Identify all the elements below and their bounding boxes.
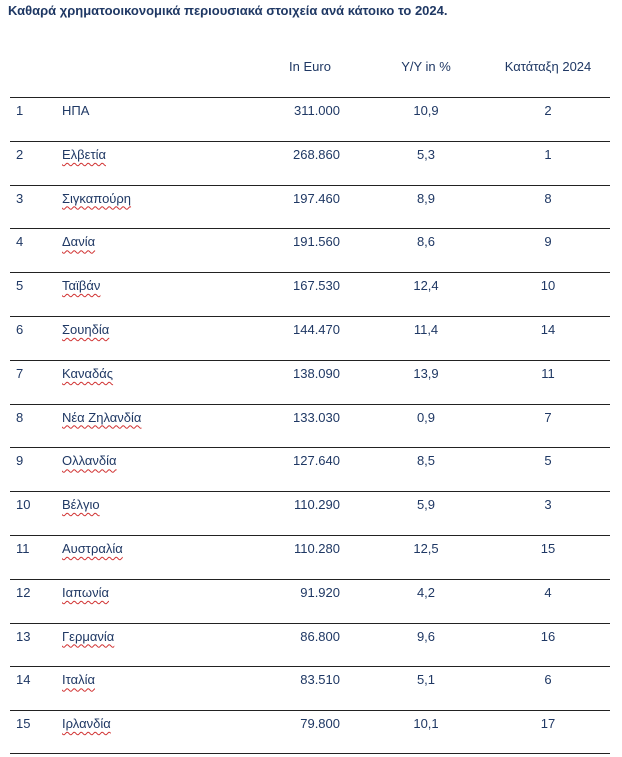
row-number: 7: [16, 365, 24, 381]
country-name: Καναδάς: [62, 365, 114, 381]
yy-value: 10,1: [413, 716, 439, 732]
column-header-yy: Y/Y in %: [401, 59, 451, 74]
data-table: [10, 97, 610, 754]
euro-value: 197.460: [293, 190, 340, 206]
table-row: [10, 97, 610, 141]
table-row: [10, 141, 610, 185]
table-row: [10, 447, 610, 491]
rank-value: 9: [544, 234, 552, 250]
euro-value: 110.280: [293, 540, 340, 556]
table-row: [10, 579, 610, 623]
rank-value: 11: [541, 365, 555, 381]
table-row: [10, 623, 610, 667]
yy-value: 12,4: [413, 278, 439, 294]
yy-value: 10,9: [413, 103, 439, 118]
row-number: 15: [16, 716, 31, 732]
yy-value: 11,4: [413, 321, 439, 337]
page-title: Καθαρά χρηματοοικονομικά περιουσιακά στοιχεία ανά κάτοικο το 2024.: [8, 3, 448, 18]
euro-value: 311.000: [293, 103, 340, 118]
row-number: 3: [16, 190, 24, 206]
rank-value: 14: [540, 321, 556, 337]
yy-value: 5,3: [416, 146, 436, 162]
table-row: [10, 185, 610, 229]
yy-value: 9,6: [416, 628, 436, 644]
row-number: 10: [16, 497, 31, 513]
euro-value: 91.920: [300, 584, 340, 600]
table-row: [10, 491, 610, 535]
country-name: Ταϊβάν: [62, 278, 101, 294]
euro-value: 144.470: [293, 321, 340, 337]
row-number: 4: [16, 234, 24, 250]
euro-value: 268.860: [293, 146, 340, 162]
country-name: Ελβετία: [62, 146, 106, 162]
rank-value: 2: [544, 103, 552, 118]
yy-value: 13,9: [413, 365, 439, 381]
row-number: 12: [16, 584, 31, 600]
country-name: Ολλανδία: [62, 453, 117, 469]
euro-value: 83.510: [300, 672, 340, 688]
yy-value: 8,5: [416, 453, 436, 469]
table-row: [10, 360, 610, 404]
country-name: Γερμανία: [62, 628, 115, 644]
row-number: 5: [16, 278, 24, 294]
rank-value: 5: [544, 453, 552, 469]
rank-value: 3: [544, 497, 552, 513]
euro-value: 138.090: [293, 365, 340, 381]
euro-value: 191.560: [293, 234, 340, 250]
euro-value: 167.530: [293, 278, 340, 294]
table-row: [10, 710, 610, 754]
table-row: [10, 666, 610, 710]
column-header-rank: Κατάταξη 2024: [504, 59, 592, 74]
country-name: ΗΠΑ: [62, 103, 90, 118]
rank-value: 10: [540, 278, 556, 294]
euro-value: 110.290: [293, 497, 340, 513]
table-row: [10, 272, 610, 316]
country-name: Σιγκαπούρη: [62, 190, 132, 206]
table-row: [10, 404, 610, 448]
yy-value: 8,6: [416, 234, 436, 250]
yy-value: 12,5: [413, 540, 439, 556]
yy-value: 4,2: [416, 584, 436, 600]
rank-value: 15: [540, 540, 556, 556]
yy-value: 5,1: [416, 672, 436, 688]
row-number: 9: [16, 453, 24, 469]
yy-value: 0,9: [416, 409, 436, 425]
country-name: Σουηδία: [62, 321, 110, 337]
rank-value: 1: [544, 146, 552, 162]
table-row: [10, 228, 610, 272]
euro-value: 86.800: [300, 628, 340, 644]
euro-value: 127.640: [293, 453, 340, 469]
row-number: 8: [16, 409, 24, 425]
yy-value: 8,9: [416, 190, 436, 206]
rank-value: 4: [544, 584, 552, 600]
rank-value: 6: [544, 672, 552, 688]
country-name: Ιαπωνία: [62, 584, 109, 600]
country-name: Ιταλία: [62, 672, 95, 688]
row-number: 11: [16, 540, 30, 556]
country-name: Ιρλανδία: [62, 716, 111, 732]
rank-value: 7: [544, 409, 552, 425]
yy-value: 5,9: [416, 497, 436, 513]
country-name: Δανία: [62, 234, 96, 250]
rank-value: 17: [540, 716, 556, 732]
rank-value: 16: [540, 628, 556, 644]
euro-value: 79.800: [300, 716, 340, 732]
table-header: [0, 59, 622, 77]
country-name: Βέλγιο: [62, 497, 100, 513]
row-number: 14: [16, 672, 31, 688]
row-number: 6: [16, 321, 24, 337]
column-header-euro: In Euro: [289, 59, 331, 74]
table-row: [10, 535, 610, 579]
country-name: Αυστραλία: [62, 540, 123, 556]
country-name: Νέα Ζηλανδία: [62, 409, 142, 425]
row-number: 13: [16, 628, 31, 644]
row-number: 2: [16, 146, 24, 162]
table-row: [10, 316, 610, 360]
euro-value: 133.030: [293, 409, 340, 425]
row-number: 1: [16, 103, 24, 118]
rank-value: 8: [544, 190, 552, 206]
